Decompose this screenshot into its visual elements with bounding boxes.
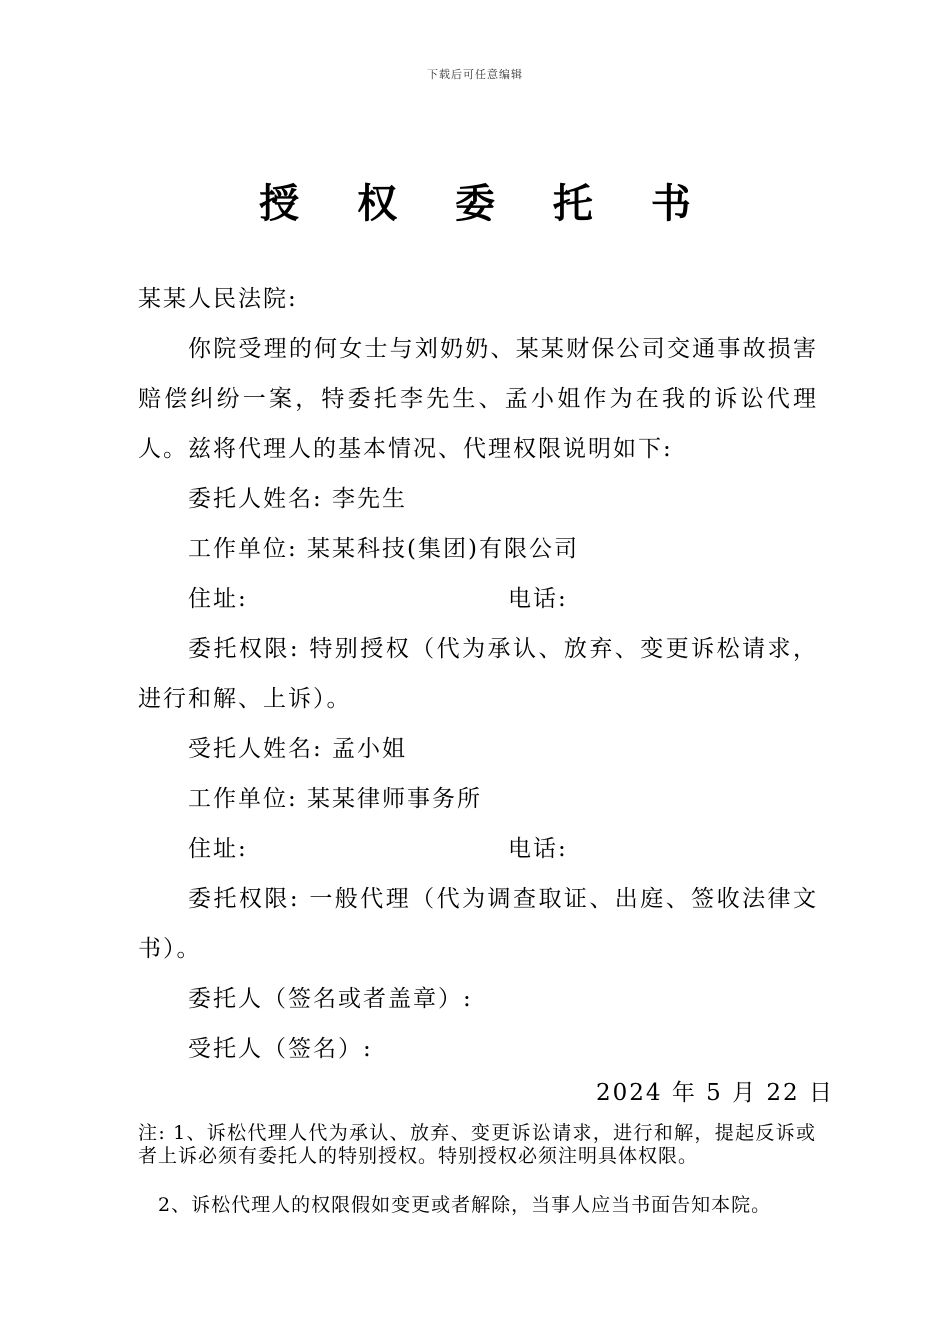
document-date: 2024 年 5 月 22 日 (596, 1080, 834, 1106)
agent1-work-unit: 工作单位: 某某科技(集团)有限公司 (188, 536, 580, 562)
agent2-name: 受托人姓名: 孟小姐 (188, 736, 408, 762)
addressee: 某某人民法院: (138, 286, 298, 312)
document-title: 授 权 委 托 书 (259, 180, 713, 227)
footnote-2: 2、诉松代理人的权限假如变更或者解除，当事人应当书面告知本院。 (158, 1194, 772, 1216)
agent1-address-label: 住址: (188, 586, 248, 612)
agent1-name: 委托人姓名: 李先生 (188, 486, 408, 512)
agent1-authority: 委托权限: 特别授权（代为承认、放弃、变更诉松请求，进行和解、上诉）。 (138, 636, 818, 712)
agent2-phone-label: 电话: (508, 836, 568, 862)
agent2-work-unit: 工作单位: 某某律师事务所 (188, 786, 483, 812)
agent2-authority: 委托权限: 一般代理（代为调查取证、出庭、签收法律文书）。 (138, 886, 818, 962)
header-note: 下载后可任意编辑 (427, 68, 523, 81)
intro-paragraph: 你院受理的何女士与刘奶奶、某某财保公司交通事故损害赔偿纠纷一案，特委托李先生、孟小姐作为在我的诉讼代理人。兹将代理人的基本情况、代理权限说明如下: (138, 336, 818, 462)
agent1-phone-label: 电话: (508, 586, 568, 612)
agent-signature-line: 受托人（签名）: (188, 1036, 373, 1062)
footnote-1: 注: 1、诉松代理人代为承认、放弃、变更诉讼请求，进行和解，提起反诉或者上诉必须有委托人的特别授权。特别授权必须注明具体权限。 (138, 1122, 816, 1167)
agent2-address-label: 住址: (188, 836, 248, 862)
principal-signature-line: 委托人（签名或者盖章）: (188, 986, 473, 1012)
